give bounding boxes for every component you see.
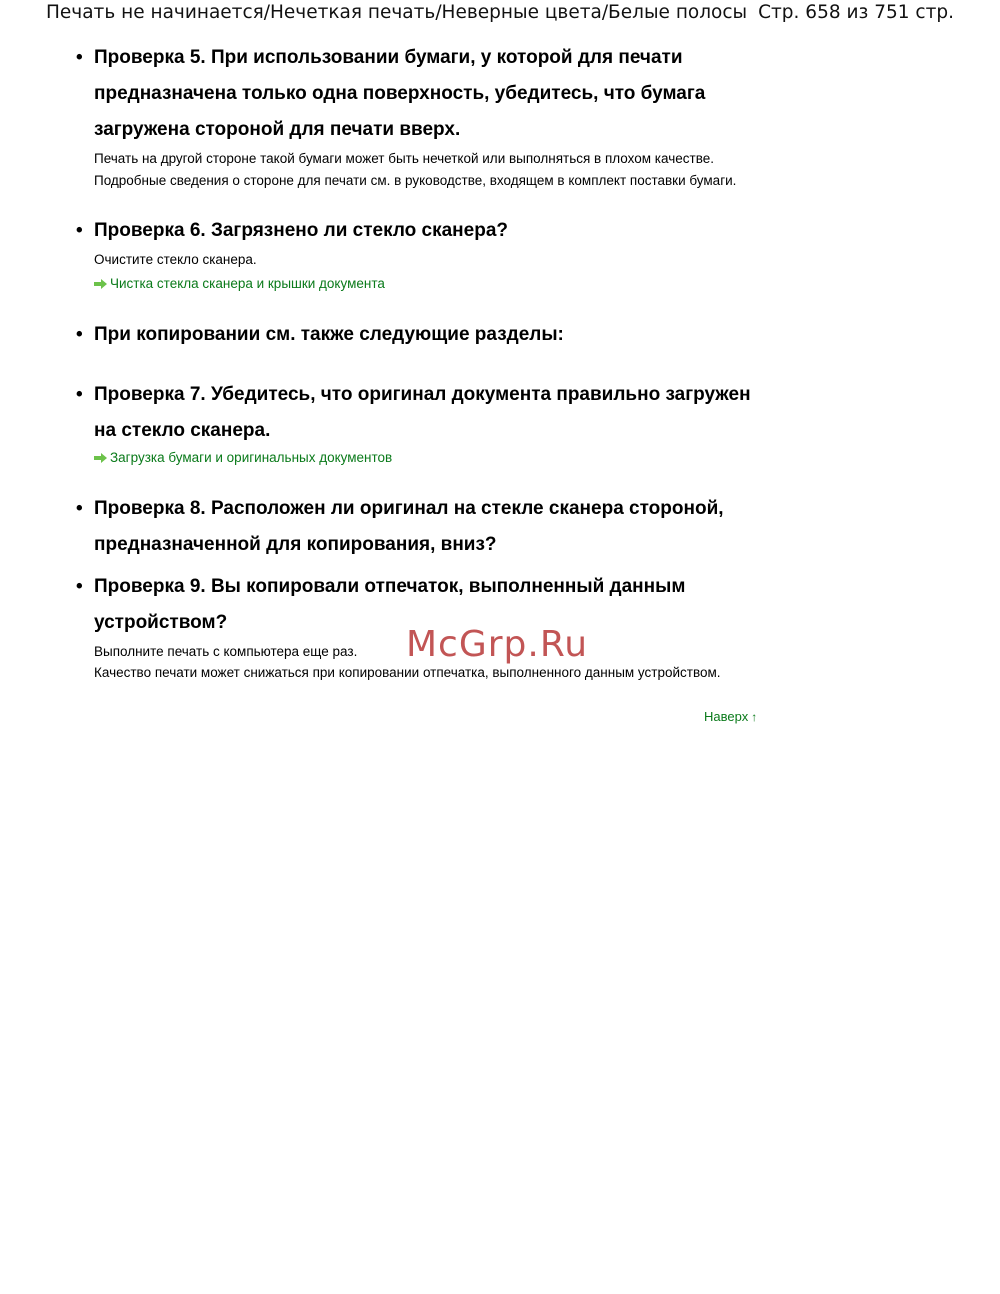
arrow-right-icon <box>94 279 108 289</box>
bullet-icon: • <box>76 323 83 345</box>
check-title: Проверка 6. Загрязнено ли стекло сканера? <box>94 220 509 241</box>
check-text: Очистите стекло сканера. <box>94 252 257 267</box>
check-5 <box>76 40 776 189</box>
check-text: Качество печати может снижаться при копировании отпечатка, выполненного данным устройством. <box>94 665 721 680</box>
check-text: Подробные сведения о стороне для печати см. в руководстве, входящем в комплект поставки бумаги. <box>94 172 737 188</box>
check-text: Выполните печать с компьютера еще раз. <box>94 643 358 659</box>
bullet-icon: • <box>76 497 83 519</box>
check-7 <box>76 377 776 467</box>
bullet-icon: • <box>76 575 83 597</box>
back-to-top-link[interactable] <box>704 709 757 724</box>
link-load-paper[interactable] <box>94 449 776 467</box>
link-text[interactable]: Загрузка бумаги и оригинальных документов <box>110 449 393 465</box>
page-counter: Стр. 658 из 751 стр. <box>758 2 954 23</box>
link-clean-scanner-glass[interactable] <box>94 275 776 293</box>
watermark: McGrp.Ru <box>406 624 589 665</box>
check-title: Проверка 8. Расположен ли оригинал на стекле сканера стороной, предназначенной для копирования, вниз? <box>94 497 724 555</box>
checks-list <box>76 40 776 706</box>
bullet-icon: • <box>76 383 83 405</box>
check-8 <box>76 491 776 563</box>
check-copy-sections <box>76 317 776 353</box>
check-title: Проверка 5. При использовании бумаги, у которой для печати предназначена только одна поверхность, убедитесь, что бумага загружена стороной для печати вверх. <box>94 47 706 140</box>
check-6 <box>76 213 776 293</box>
bullet-icon: • <box>76 220 83 241</box>
page-header <box>46 2 954 28</box>
bullet-icon: • <box>76 47 83 68</box>
check-title: При копировании см. также следующие разделы: <box>94 323 564 345</box>
check-title: Проверка 7. Убедитесь, что оригинал документа правильно загружен на стекло сканера. <box>94 383 751 441</box>
check-9 <box>76 569 776 682</box>
check-text: Печать на другой стороне такой бумаги может быть нечеткой или выполняться в плохом качестве. <box>94 151 714 166</box>
arrow-right-icon <box>94 453 108 463</box>
page-title: Печать не начинается/Нечеткая печать/Неверные цвета/Белые полосы <box>46 2 748 23</box>
check-title: Проверка 9. Вы копировали отпечаток, выполненный данным устройством? <box>94 575 686 633</box>
arrow-up-icon: ↑ <box>751 709 758 724</box>
back-to-top-label[interactable]: Наверх <box>704 709 749 724</box>
link-text[interactable]: Чистка стекла сканера и крышки документа <box>110 275 385 291</box>
